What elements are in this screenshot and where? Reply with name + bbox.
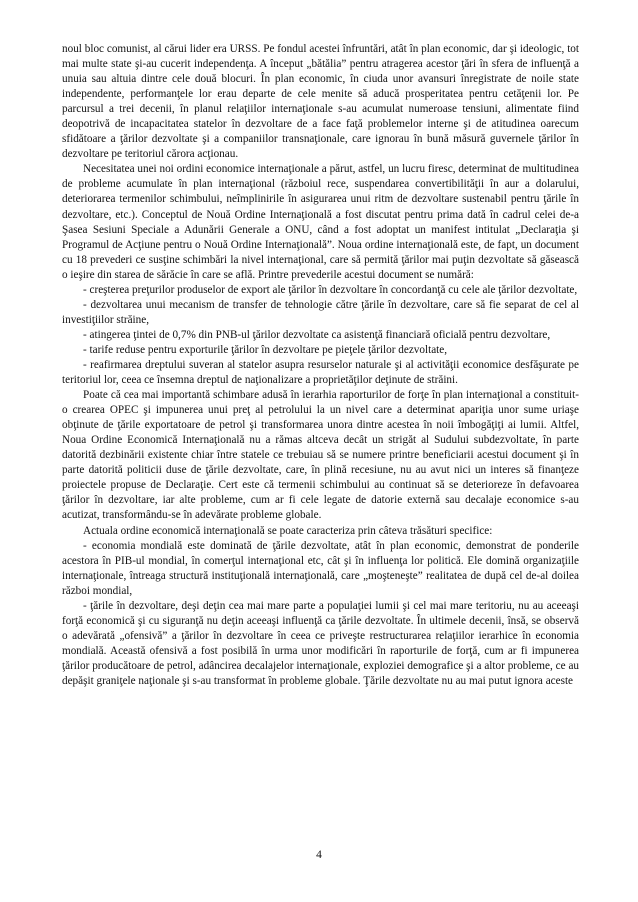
paragraph: - ţările în dezvoltare, deşi deţin cea mai mare parte a populaţiei lumii şi cel mai mare teritoriu, nu au aceeaşi forţă economică şi cu siguranţă nu deţin aceeaşi influenţă ca ţările dezvoltate. În ultimele decenii, însă, se observă o adevărată „ofensivă” a ţărilor în dezvoltare în ceea ce priveşte restructurarea relaţiilor ierarhice în economia mondială. Această ofensivă a fost posibilă în urma unor modificări în raporturile de forţă, cum ar fi impunerea ţărilor producătoare de petrol, adâncirea decalajelor internaţionale, exploziei demografice şi a altor probleme, ce au depăşit graniţele naţionale şi s-au transformat în probleme globale. Ţările dezvoltate nu au mai putut ignora aceste <box>62 599 579 687</box>
page-number: 4 <box>316 849 322 861</box>
paragraph: Actuala ordine economică internaţională se poate caracteriza prin câteva trăsături specifice: <box>83 524 493 537</box>
paragraph: - reafirmarea dreptului suveran al statelor asupra resurselor naturale şi al activităţii economice desfăşurate pe teritoriul lor, ceea ce însemna dreptul de naţionalizare a proprietăţilor deţinute de străini. <box>62 358 579 387</box>
paragraph: - creşterea preţurilor produselor de export ale ţărilor în dezvoltare în concordanţă cu cele ale ţărilor dezvoltate, <box>83 283 578 296</box>
paragraph: - dezvoltarea unui mecanism de transfer de tehnologie către ţările în dezvoltare, care să fie separat de cel al investiţiilor străine, <box>62 298 579 326</box>
paragraph: - economia mondială este dominată de ţările dezvoltate, atât în plan economic, demonstrat de ponderile acestora în PIB-ul mondial, în comerţul internaţional etc, cât şi în influenţa lor politică. Ele domină organizaţiile internaţionale, întreaga structură instituţională internaţională, care „moşteneşte” realitatea de după cel de-al doilea război mondial, <box>62 539 579 597</box>
paragraph: - atingerea ţintei de 0,7% din PNB-ul ţărilor dezvoltate ca asistenţă financiară oficială pentru dezvoltare, <box>83 328 551 341</box>
body-text <box>62 42 579 689</box>
paragraph: - tarife reduse pentru exporturile ţărilor în dezvoltare pe pieţele ţărilor dezvoltate, <box>83 343 448 356</box>
paragraph: noul bloc comunist, al cărui lider era URSS. Pe fondul acestei înfruntări, atât în plan economic, dar şi ideologic, tot mai multe state şi-au cucerit independenţa. A început „bătălia” pentru atragerea acestor ţări în sfera de influenţă a unuia sau altuia dintre cele două blocuri. În plan economic, în ciuda unor avansuri înregistrate de noile state independente, performanţele lor erau departe de cele menite să aducă prosperitatea pentru cetăţenii lor. Pe parcursul a trei decenii, în planul relaţiilor internaţionale s-au acumulat numeroase tensiuni, alimentate fiind deopotrivă de incapacitatea statelor în dezvoltare de a face faţă problemelor interne şi de atitudinea oarecum sfidătoare a ţărilor dezvoltate şi a companiilor transnaţionale, care ignorau în bună măsură guvernele ţărilor în dezvoltare pe teritoriul cărora acţionau. <box>62 43 579 161</box>
paragraph: Necesitatea unei noi ordini economice internaţionale a părut, astfel, un lucru firesc, determinat de multitudinea de probleme acumulate în plan internaţional (războiul rece, suspendarea convertibilităţii în aur a dolarului, deteriorarea termenilor schimbului, neîmplinirile în asigurarea unui ritm de dezvoltare sustenabil pentru ţările în dezvoltare, etc.). Conceptul de Nouă Ordine Internaţională a fost discutat pentru prima dată în cadrul celei de-a Şasea Sesiuni Speciale a Adunării Generale a ONU, când a fost adoptat un manifest intitulat „Declaraţia şi Programul de Acţiune pentru o Nouă Ordine Internaţională”. Noua ordine internaţională este, de fapt, un document cu 18 prevederi ce susţine schimbări la nivel internaţional, care să permită ţărilor mai puţin dezvoltate să găsească o ieşire din starea de sărăcie în care se află. Printre prevederile acestui document se numără: <box>62 163 579 281</box>
paragraph: Poate că cea mai importantă schimbare adusă în ierarhia raporturilor de forţe în plan internaţional a constituit-o crearea OPEC şi impunerea unui preţ al petrolului la un nivel care a determinat apariţia unor sume uriaşe obţinute de ţările exportatoare de petrol şi transformarea unora dintre acestea în noii îmbogăţiţi ai lumii. Altfel, Noua Ordine Economică Internaţională nu a rămas altceva decât un strigăt al Sudului subdezvoltate, în parte datorită dezbinării existente chiar între statele ce trebuiau să se numere printre beneficiarii acestui document şi în parte datorită politicii duse de ţările dezvoltate, care, în plină recesiune, nu au avut nici un interes să finanţeze proiectele propuse de Declaraţie. Cert este că termenii schimbului au continuat să se deterioreze în defavoarea ţărilor în dezvoltare, iar alte probleme, cum ar fi cele legate de datorie externă sau decalaje economice s-au acutizat, transformându-se în adevărate probleme globale. <box>62 389 579 522</box>
